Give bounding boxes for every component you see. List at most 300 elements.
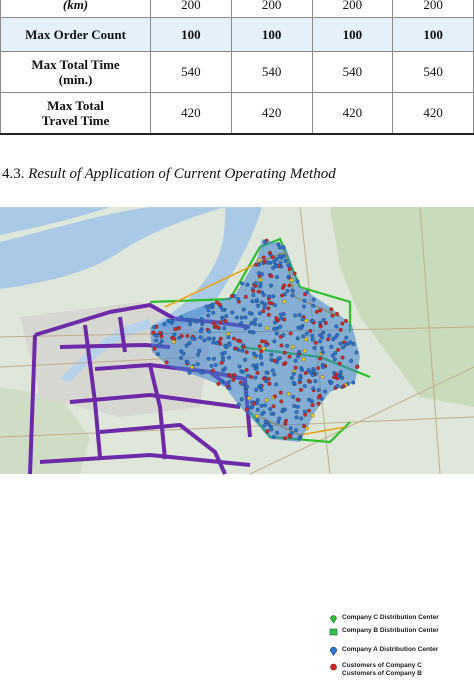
customer-marker bbox=[254, 281, 258, 285]
legend-label: Company B Distribution Center bbox=[342, 627, 439, 634]
customer-marker bbox=[298, 378, 302, 382]
customer-marker bbox=[172, 340, 176, 344]
customer-marker bbox=[273, 340, 277, 344]
customer-marker bbox=[341, 322, 345, 326]
legend-label: Customers of Company C bbox=[342, 662, 422, 669]
customer-marker bbox=[191, 319, 195, 323]
table-cell: 200 bbox=[312, 0, 393, 18]
customer-marker bbox=[262, 377, 266, 381]
customer-marker bbox=[179, 356, 183, 360]
customer-marker bbox=[227, 356, 231, 360]
table-cell: 100 bbox=[151, 18, 232, 52]
customer-marker bbox=[186, 361, 190, 365]
customer-marker bbox=[173, 327, 177, 331]
customer-marker bbox=[335, 325, 339, 329]
customer-marker bbox=[200, 317, 204, 321]
customer-marker bbox=[165, 361, 169, 365]
customer-marker bbox=[345, 336, 349, 340]
customer-marker bbox=[207, 337, 211, 341]
customer-marker bbox=[318, 357, 322, 361]
customer-marker bbox=[300, 325, 304, 329]
customer-marker bbox=[326, 338, 330, 342]
customer-marker bbox=[211, 369, 215, 373]
customer-marker bbox=[303, 299, 307, 303]
table-cell: 100 bbox=[312, 18, 393, 52]
customer-marker bbox=[227, 380, 231, 384]
customer-marker bbox=[236, 297, 240, 301]
customer-marker bbox=[222, 326, 226, 330]
customer-marker bbox=[291, 395, 295, 399]
customer-marker bbox=[312, 369, 316, 373]
customer-marker bbox=[281, 333, 285, 337]
customer-marker bbox=[160, 335, 164, 339]
customer-marker bbox=[153, 347, 157, 351]
customer-marker bbox=[263, 260, 267, 264]
customer-marker bbox=[271, 256, 275, 260]
customer-marker bbox=[289, 426, 293, 430]
customer-marker bbox=[311, 319, 315, 323]
customer-marker bbox=[280, 344, 284, 348]
customer-marker bbox=[259, 282, 263, 286]
customer-marker bbox=[275, 275, 279, 279]
customer-marker bbox=[281, 409, 285, 413]
customer-marker bbox=[283, 300, 287, 304]
customer-marker bbox=[169, 319, 173, 323]
customer-marker bbox=[299, 374, 303, 378]
customer-marker bbox=[228, 343, 232, 347]
legend-item bbox=[329, 646, 438, 656]
customer-marker bbox=[294, 359, 298, 363]
customer-marker bbox=[256, 398, 260, 402]
row-label-max-total-travel-time bbox=[1, 93, 151, 135]
customer-marker bbox=[278, 246, 282, 250]
customer-marker bbox=[244, 316, 248, 320]
customer-marker bbox=[215, 341, 219, 345]
customer-marker bbox=[219, 342, 223, 346]
customer-marker bbox=[284, 422, 288, 426]
table-cell: 200 bbox=[393, 0, 474, 18]
customer-marker bbox=[281, 286, 285, 290]
customer-marker bbox=[304, 319, 308, 323]
customer-marker bbox=[298, 313, 302, 317]
customer-marker bbox=[299, 388, 303, 392]
customer-marker bbox=[252, 364, 256, 368]
customer-marker bbox=[339, 342, 343, 346]
customer-marker bbox=[341, 356, 345, 360]
customer-marker bbox=[245, 368, 249, 372]
customer-marker bbox=[265, 371, 269, 375]
customer-marker bbox=[246, 374, 250, 378]
customer-marker bbox=[297, 326, 301, 330]
customer-marker bbox=[294, 428, 298, 432]
customer-marker bbox=[296, 398, 300, 402]
customer-marker bbox=[250, 405, 254, 409]
customer-marker bbox=[272, 260, 276, 264]
customer-marker bbox=[218, 303, 222, 307]
customer-marker bbox=[294, 366, 298, 370]
customer-marker bbox=[336, 384, 340, 388]
customer-marker bbox=[248, 330, 252, 334]
customer-marker bbox=[207, 309, 211, 313]
customer-marker bbox=[259, 356, 263, 360]
customer-marker bbox=[311, 414, 315, 418]
customer-marker bbox=[256, 371, 260, 375]
customer-marker bbox=[233, 373, 237, 377]
table-cell: 540 bbox=[393, 52, 474, 93]
customer-marker bbox=[242, 345, 246, 349]
customer-marker bbox=[314, 341, 318, 345]
customer-marker bbox=[314, 379, 318, 383]
section-number: 4.3. bbox=[2, 166, 25, 182]
customer-marker bbox=[156, 352, 160, 356]
customer-marker bbox=[305, 332, 309, 336]
customer-marker bbox=[208, 304, 212, 308]
customer-marker bbox=[279, 261, 283, 265]
customer-marker bbox=[260, 388, 264, 392]
green-square-icon bbox=[329, 627, 338, 637]
customer-marker bbox=[288, 355, 292, 359]
customer-marker bbox=[260, 273, 264, 277]
customer-marker bbox=[312, 304, 316, 308]
customer-marker bbox=[188, 322, 192, 326]
customer-marker bbox=[319, 309, 323, 313]
customer-marker bbox=[318, 340, 322, 344]
customer-marker bbox=[267, 307, 271, 311]
customer-marker bbox=[283, 351, 287, 355]
customer-marker bbox=[312, 298, 316, 302]
customer-marker bbox=[270, 412, 274, 416]
customer-marker bbox=[344, 319, 348, 323]
customer-marker bbox=[332, 375, 336, 379]
customer-marker bbox=[298, 437, 302, 441]
customer-marker bbox=[328, 334, 332, 338]
customer-marker bbox=[243, 358, 247, 362]
customer-marker bbox=[158, 331, 162, 335]
customer-marker bbox=[259, 278, 263, 282]
customer-marker bbox=[349, 341, 353, 345]
customer-marker bbox=[200, 371, 204, 375]
customer-marker bbox=[256, 408, 260, 412]
customer-marker bbox=[262, 256, 266, 260]
customer-marker bbox=[284, 259, 288, 263]
customer-marker bbox=[254, 318, 258, 322]
customer-marker bbox=[288, 284, 292, 288]
customer-marker bbox=[260, 362, 264, 366]
customer-marker bbox=[240, 282, 244, 286]
customer-marker bbox=[264, 340, 268, 344]
customer-marker bbox=[279, 313, 283, 317]
customer-marker bbox=[263, 302, 267, 306]
legend-item bbox=[329, 614, 439, 624]
table-cell: 100 bbox=[231, 18, 312, 52]
customer-marker bbox=[267, 313, 271, 317]
customer-marker bbox=[256, 304, 260, 308]
table-row bbox=[1, 93, 474, 135]
customer-marker bbox=[260, 404, 264, 408]
customer-marker bbox=[245, 408, 249, 412]
customer-marker bbox=[258, 345, 262, 349]
customer-marker bbox=[270, 274, 274, 278]
customer-marker bbox=[330, 345, 334, 349]
customer-marker bbox=[290, 278, 294, 282]
customer-marker bbox=[238, 365, 242, 369]
customer-marker bbox=[230, 294, 234, 298]
customer-marker bbox=[301, 335, 305, 339]
customer-marker bbox=[196, 362, 200, 366]
customer-marker bbox=[273, 373, 277, 377]
customer-marker bbox=[275, 431, 279, 435]
customer-marker bbox=[241, 370, 245, 374]
customer-marker bbox=[268, 407, 272, 411]
customer-marker-icon bbox=[329, 662, 338, 672]
customer-marker bbox=[240, 316, 244, 320]
customer-marker bbox=[272, 435, 276, 439]
legend-label: Customers of Company B bbox=[342, 670, 422, 677]
customer-marker bbox=[302, 305, 306, 309]
table-cell: 420 bbox=[393, 93, 474, 135]
customer-marker bbox=[268, 382, 272, 386]
customer-marker bbox=[218, 321, 222, 325]
customer-marker bbox=[227, 335, 231, 339]
customer-marker bbox=[321, 331, 325, 335]
route-map-figure bbox=[0, 207, 474, 677]
customer-marker bbox=[158, 343, 162, 347]
customer-marker bbox=[210, 364, 214, 368]
customer-marker bbox=[302, 358, 306, 362]
customer-marker bbox=[205, 305, 209, 309]
customer-marker bbox=[274, 316, 278, 320]
customer-marker bbox=[186, 334, 190, 338]
customer-marker bbox=[275, 257, 279, 261]
customer-marker bbox=[223, 351, 227, 355]
customer-marker bbox=[160, 340, 164, 344]
label-line: Travel Time bbox=[41, 113, 110, 128]
customer-marker bbox=[279, 325, 283, 329]
customer-marker bbox=[207, 357, 211, 361]
customer-marker bbox=[247, 396, 251, 400]
table-cell: 540 bbox=[151, 52, 232, 93]
customer-marker bbox=[252, 331, 256, 335]
customer-marker bbox=[304, 413, 308, 417]
label-line: Max Total bbox=[47, 98, 104, 113]
customer-marker bbox=[285, 344, 289, 348]
customer-marker bbox=[231, 311, 235, 315]
customer-marker bbox=[195, 320, 199, 324]
customer-marker bbox=[258, 312, 262, 316]
customer-marker bbox=[262, 347, 266, 351]
customer-marker bbox=[282, 362, 286, 366]
customer-marker bbox=[241, 382, 245, 386]
legend-item bbox=[329, 662, 422, 678]
customer-marker bbox=[267, 422, 271, 426]
customer-marker bbox=[256, 418, 260, 422]
customer-marker bbox=[307, 409, 311, 413]
customer-marker bbox=[152, 325, 156, 329]
customer-marker bbox=[317, 402, 321, 406]
customer-marker bbox=[351, 381, 355, 385]
customer-marker bbox=[254, 376, 258, 380]
customer-marker bbox=[246, 283, 250, 287]
customer-marker bbox=[265, 326, 269, 330]
customer-marker bbox=[330, 381, 334, 385]
customer-marker bbox=[219, 337, 223, 341]
table-cell: 540 bbox=[312, 52, 393, 93]
customer-marker bbox=[270, 428, 274, 432]
customer-marker bbox=[271, 369, 275, 373]
customer-marker bbox=[206, 314, 210, 318]
customer-marker bbox=[199, 336, 203, 340]
customer-marker bbox=[270, 353, 274, 357]
customer-marker bbox=[320, 336, 324, 340]
customer-marker bbox=[255, 414, 259, 418]
label-line: (min.) bbox=[58, 72, 93, 87]
customer-marker bbox=[273, 395, 277, 399]
customer-marker bbox=[214, 363, 218, 367]
customer-marker bbox=[296, 280, 300, 284]
customer-marker bbox=[310, 399, 314, 403]
customer-marker bbox=[288, 267, 292, 271]
customer-marker bbox=[212, 357, 216, 361]
customer-marker bbox=[188, 341, 192, 345]
parameter-table bbox=[0, 0, 474, 135]
customer-marker bbox=[177, 336, 181, 340]
customer-marker bbox=[277, 420, 281, 424]
customer-marker bbox=[217, 382, 221, 386]
customer-marker bbox=[309, 329, 313, 333]
customer-marker bbox=[257, 263, 261, 267]
customer-marker bbox=[296, 337, 300, 341]
customer-marker bbox=[292, 372, 296, 376]
customer-marker bbox=[254, 367, 258, 371]
customer-marker bbox=[335, 312, 339, 316]
table-row bbox=[1, 18, 474, 52]
customer-marker bbox=[155, 334, 159, 338]
label-line: Max Total Time bbox=[31, 57, 120, 72]
customer-marker bbox=[220, 361, 224, 365]
customer-marker bbox=[259, 384, 263, 388]
customer-marker bbox=[316, 366, 320, 370]
customer-marker bbox=[286, 289, 290, 293]
customer-marker bbox=[335, 372, 339, 376]
customer-marker bbox=[279, 391, 283, 395]
legend-label-multiline bbox=[342, 662, 422, 678]
customer-marker bbox=[268, 251, 272, 255]
customer-marker bbox=[251, 300, 255, 304]
customer-marker bbox=[190, 365, 194, 369]
customer-marker bbox=[173, 333, 177, 337]
customer-marker bbox=[276, 242, 280, 246]
customer-marker bbox=[252, 402, 256, 406]
green-pin-icon bbox=[329, 614, 338, 624]
customer-marker bbox=[235, 316, 239, 320]
customer-marker bbox=[263, 404, 267, 408]
customer-marker bbox=[355, 365, 359, 369]
row-label-max-total-time bbox=[1, 52, 151, 93]
customer-marker bbox=[265, 398, 269, 402]
customer-marker bbox=[275, 264, 279, 268]
row-label-km: (km) bbox=[1, 0, 151, 18]
customer-marker bbox=[299, 366, 303, 370]
customer-marker bbox=[188, 371, 192, 375]
customer-marker bbox=[185, 344, 189, 348]
customer-marker bbox=[339, 370, 343, 374]
customer-marker bbox=[330, 308, 334, 312]
customer-marker bbox=[331, 314, 335, 318]
table-cell: 420 bbox=[151, 93, 232, 135]
customer-marker bbox=[264, 420, 268, 424]
customer-marker bbox=[293, 314, 297, 318]
customer-marker bbox=[299, 417, 303, 421]
customer-marker bbox=[177, 326, 181, 330]
customer-marker bbox=[255, 364, 259, 368]
customer-marker bbox=[291, 345, 295, 349]
customer-marker bbox=[315, 310, 319, 314]
customer-marker bbox=[280, 317, 284, 321]
customer-marker bbox=[323, 390, 327, 394]
customer-marker bbox=[282, 246, 286, 250]
customer-marker bbox=[287, 275, 291, 279]
customer-marker bbox=[272, 405, 276, 409]
customer-marker bbox=[322, 318, 326, 322]
customer-marker bbox=[220, 380, 224, 384]
customer-marker bbox=[186, 318, 190, 322]
table-cell: 540 bbox=[231, 52, 312, 93]
customer-marker bbox=[244, 295, 248, 299]
customer-marker bbox=[297, 350, 301, 354]
customer-marker bbox=[355, 351, 359, 355]
customer-marker bbox=[221, 317, 225, 321]
customer-marker bbox=[290, 376, 294, 380]
customer-marker bbox=[212, 322, 216, 326]
section-title: Result of Application of Current Operating Method bbox=[28, 166, 336, 182]
customer-marker bbox=[336, 348, 340, 352]
customer-marker bbox=[254, 354, 258, 358]
customer-marker bbox=[245, 350, 249, 354]
customer-marker bbox=[310, 334, 314, 338]
customer-marker bbox=[333, 357, 337, 361]
customer-marker bbox=[154, 339, 158, 343]
customer-marker bbox=[303, 384, 307, 388]
customer-marker bbox=[232, 378, 236, 382]
table-row bbox=[1, 52, 474, 93]
customer-marker bbox=[349, 359, 353, 363]
customer-marker bbox=[244, 327, 248, 331]
customer-marker bbox=[269, 284, 273, 288]
customer-marker bbox=[199, 329, 203, 333]
customer-marker bbox=[207, 330, 211, 334]
customer-marker bbox=[241, 349, 245, 353]
customer-marker bbox=[225, 345, 229, 349]
customer-marker bbox=[321, 375, 325, 379]
customer-marker bbox=[262, 309, 266, 313]
customer-marker bbox=[257, 290, 261, 294]
customer-marker bbox=[221, 308, 225, 312]
customer-marker bbox=[331, 337, 335, 341]
customer-marker bbox=[295, 416, 299, 420]
customer-marker bbox=[234, 347, 238, 351]
customer-marker bbox=[309, 371, 313, 375]
table-cell: 100 bbox=[393, 18, 474, 52]
customer-marker bbox=[280, 400, 284, 404]
customer-marker bbox=[303, 349, 307, 353]
customer-marker bbox=[272, 295, 276, 299]
customer-marker bbox=[304, 338, 308, 342]
customer-marker bbox=[257, 258, 261, 262]
customer-marker bbox=[317, 388, 321, 392]
customer-marker bbox=[301, 318, 305, 322]
customer-marker bbox=[245, 385, 249, 389]
customer-marker bbox=[260, 340, 264, 344]
